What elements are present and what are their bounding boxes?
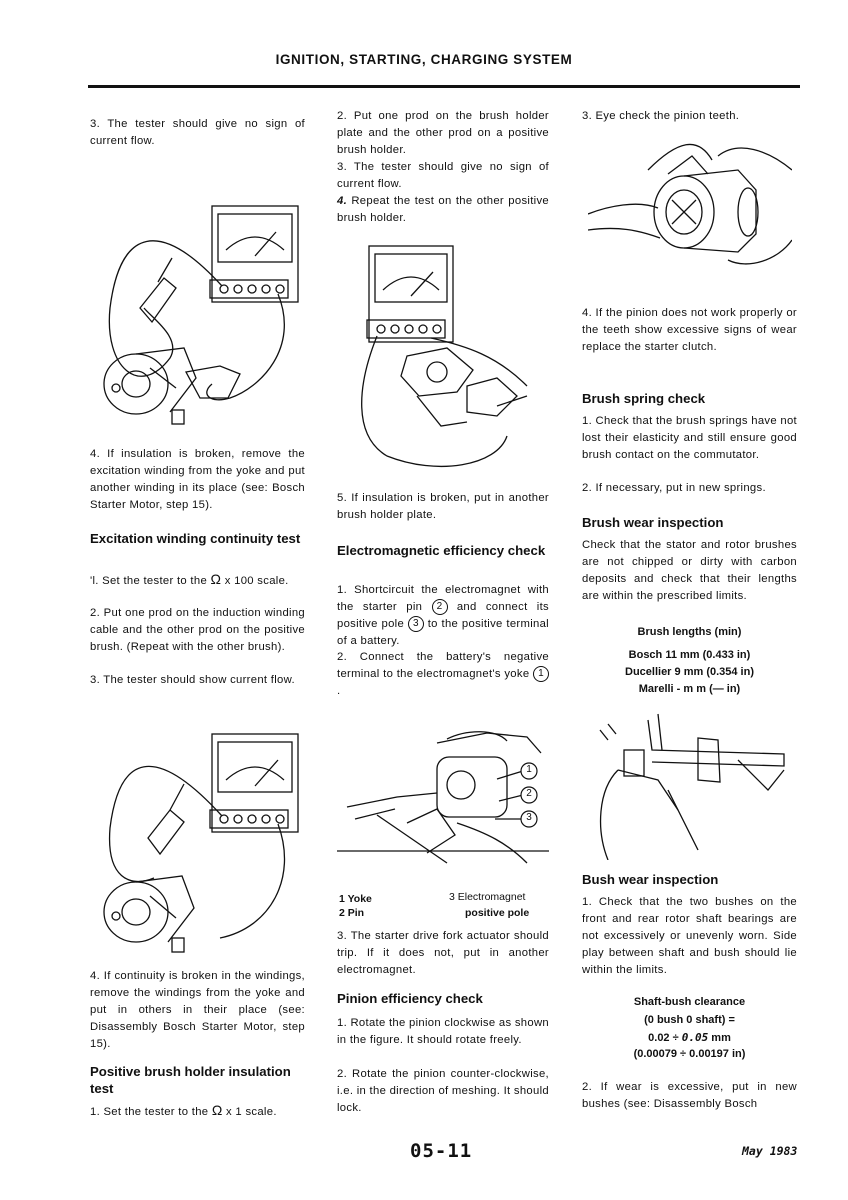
- shaft-bush-min-mm: 0.02: [648, 1032, 670, 1044]
- figure-callout-2: 2: [526, 788, 532, 799]
- brush-lengths-title: Brush lengths (min): [637, 626, 742, 638]
- page-header: IGNITION, STARTING, CHARGING SYSTEM: [275, 52, 573, 67]
- text-em-step1-c: to the positive terminal of a battery.: [337, 618, 549, 647]
- text-pos-step1-b: x 1 scale.: [226, 1106, 277, 1118]
- text-exc-step3: 3. The tester should show current flow.: [90, 674, 295, 686]
- legend-electromagnet: 3 Electromagnet: [449, 891, 526, 903]
- heading-pinion-efficiency: Pinion efficiency check: [337, 991, 483, 1006]
- text-exc-step2: 2. Put one prod on the induction winding cable and the other prod on the positive brush. (Repeat with the other brush).: [90, 607, 305, 653]
- heading-positive-brush-holder: Positive brush holder insulation test: [90, 1064, 291, 1096]
- text-em-step1: [337, 582, 549, 650]
- text-pinion-step2: 2. Rotate the pinion counter-clockwise, i.e. in the direction of meshing. It should lock.: [337, 1068, 549, 1114]
- figure-tester-yoke-insulation: [100, 198, 310, 438]
- brush-length-bosch: Bosch 11 mm (0.433 in): [628, 649, 751, 661]
- shaft-bush-clearance-title: Shaft-bush clearance: [633, 996, 746, 1008]
- text-exc-step1: [90, 571, 305, 590]
- text-col2-step2: 2. Put one prod on the brush holder plate and the other prod on a positive brush holder.: [337, 110, 549, 156]
- page-number: 05-11: [410, 1140, 473, 1162]
- figure-tester-brush-holder: [347, 236, 547, 476]
- ohm-symbol: Ω: [210, 571, 222, 587]
- figure-callout-3: 3: [526, 812, 532, 823]
- callout-pole-ref: 3: [408, 616, 424, 632]
- figure-callout-1: 1: [526, 764, 532, 775]
- heading-brush-spring: Brush spring check: [582, 391, 706, 406]
- column-1: [90, 108, 310, 1118]
- range-sign: ÷: [672, 1032, 679, 1044]
- text-spring-step1: 1. Check that the brush springs have not lost their elasticity and still ensure good brush contact on the commutator.: [582, 415, 797, 461]
- figure-caliper-brush: [588, 710, 792, 860]
- text-exc-step1-b: x 100 scale.: [224, 575, 289, 587]
- text-col1-insulation-broken: 4. If insulation is broken, remove the excitation winding from the yoke and put another winding in its place (see: Bosch Starter Motor, step 15).: [90, 448, 305, 511]
- heading-bush-wear: Bush wear inspection: [582, 872, 719, 887]
- heading-electromagnetic-efficiency: Electromagnetic efficiency check: [337, 543, 546, 558]
- column-3: [582, 108, 797, 1118]
- shaft-bush-unit: mm: [711, 1032, 731, 1044]
- text-col2-step4: [337, 193, 549, 227]
- text-col3-step3: 3. Eye check the pinion teeth.: [582, 110, 740, 122]
- callout-pin-ref: 2: [432, 599, 448, 615]
- page-date: May 1983: [742, 1144, 798, 1158]
- text-col2-step4-body: Repeat the test on the other positive brush holder.: [337, 195, 549, 224]
- text-em-step1-b: and connect its positive pole: [337, 601, 549, 630]
- figure-pinion-teeth: [588, 130, 792, 290]
- legend-positive-pole: positive pole: [465, 907, 530, 919]
- text-em-step2: [337, 649, 549, 700]
- text-exc-step1-a: 'l. Set the tester to the: [90, 575, 208, 587]
- ohm-symbol: Ω: [211, 1102, 223, 1118]
- header-rule: [88, 85, 800, 88]
- text-em-step2-a: 2. Connect the battery's negative terminal to the electromagnet's yoke: [337, 651, 549, 680]
- text-col2-step5: 5. If insulation is broken, put in another brush holder plate.: [337, 492, 549, 521]
- shaft-bush-formula: (0 bush 0 shaft) =: [644, 1014, 735, 1026]
- text-em-step2-b: .: [337, 685, 341, 697]
- shaft-bush-max-mm: 0.05: [681, 1031, 709, 1044]
- text-em-step1-a: 1. Shortcircuit the electromagnet with the starter pin: [337, 584, 549, 613]
- text-col3-step4: 4. If the pinion does not work properly or the teeth show excessive signs of wear replace the starter clutch.: [582, 307, 797, 353]
- text-col1-step3: 3. The tester should give no sign of current flow.: [90, 118, 305, 147]
- callout-yoke-ref: 1: [533, 666, 549, 682]
- text-pos-step1: [90, 1102, 305, 1121]
- legend-pin: 2 Pin: [339, 907, 365, 919]
- brush-length-ducellier: Ducellier 9 mm (0.354 in): [625, 666, 754, 678]
- column-2: [337, 108, 551, 1118]
- brush-length-marelli: Marelli - m m (— in): [638, 683, 741, 695]
- shaft-bush-value-mm: [582, 1031, 797, 1044]
- heading-excitation-winding: Excitation winding continuity test: [90, 531, 301, 546]
- text-col2-step4-num: 4.: [337, 195, 348, 207]
- text-bush-step2: 2. If wear is excessive, put in new bushes (see: Disassembly Bosch: [582, 1081, 797, 1110]
- text-spring-step2: 2. If necessary, put in new springs.: [582, 482, 766, 494]
- text-col2-step3: 3. The tester should give no sign of current flow.: [337, 161, 549, 190]
- text-pos-step1-a: 1. Set the tester to the: [90, 1106, 209, 1118]
- text-bush-wear: 1. Check that the two bushes on the front and rear rotor shaft bearings are not excessively or unevenly worn. Side play between shaft and bush should lie within the limits.: [582, 896, 797, 976]
- figure-tester-excitation-continuity: [100, 728, 310, 968]
- heading-brush-wear: Brush wear inspection: [582, 515, 724, 530]
- text-col1-continuity-broken: 4. If continuity is broken in the windings, remove the windings from the yoke and put in others in their place (see: Disassembly Bosch Starter Motor, step 15).: [90, 970, 305, 1050]
- text-brush-wear: Check that the stator and rotor brushes are not chipped or dirty with carbon deposits and check that their lengths are within the prescribed limits.: [582, 539, 797, 602]
- figure-electromagnet-battery: [337, 723, 549, 873]
- text-pinion-step1: 1. Rotate the pinion clockwise as shown in the figure. It should rotate freely.: [337, 1017, 550, 1046]
- text-em-step3: 3. The starter drive fork actuator should trip. If it does not, put in another electromagnet.: [337, 930, 549, 976]
- shaft-bush-value-in: (0.00079 ÷ 0.00197 in): [633, 1048, 746, 1060]
- legend-yoke: 1 Yoke: [339, 893, 372, 905]
